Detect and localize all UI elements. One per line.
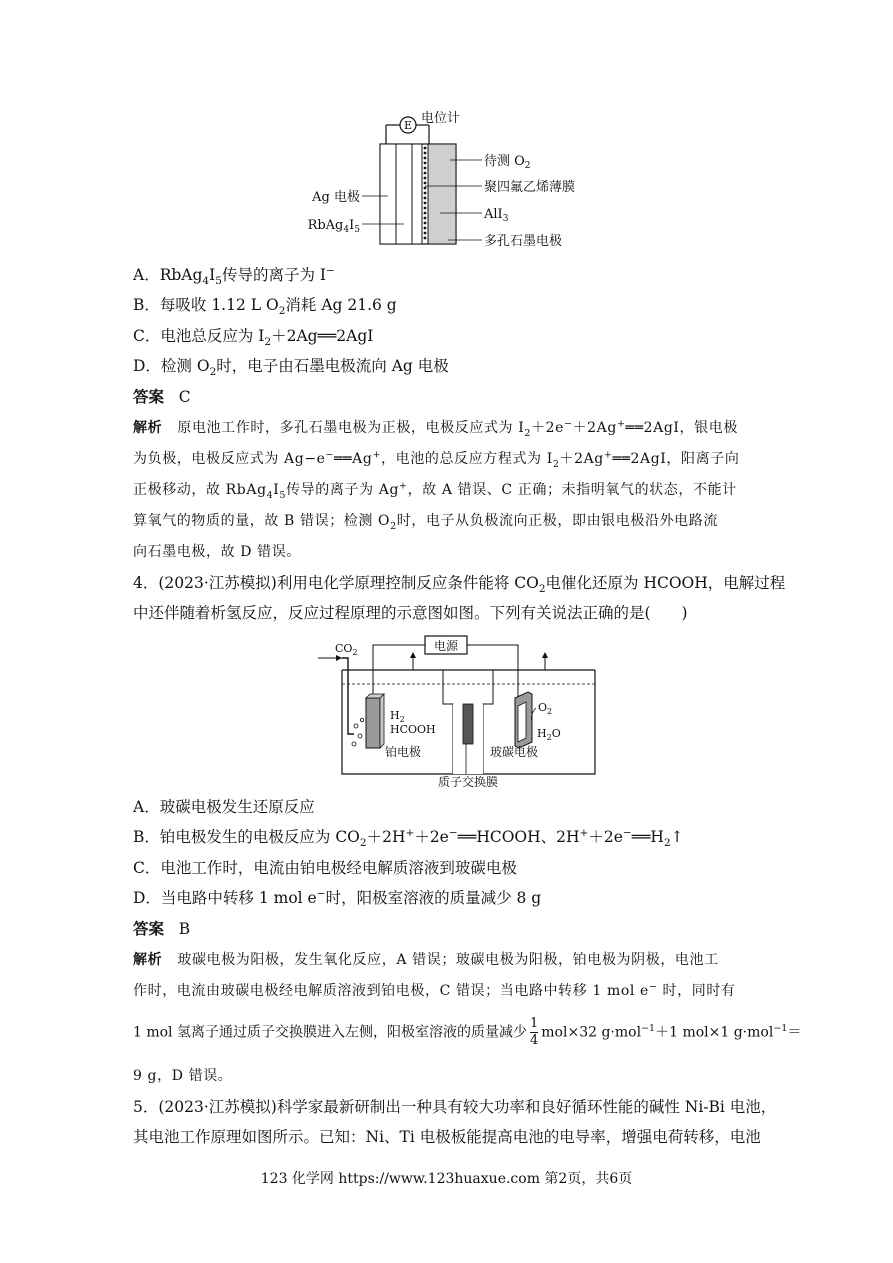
q4-explanation-line-2: 作时，电流由玻碳电极经电解质溶液到铂电极，C 错误；当电路中转移 1 mol e− 时，同时有 — [133, 981, 736, 999]
label-ptfe: 聚四氟乙烯薄膜 — [484, 180, 576, 195]
label-pt-electrode: 铂电极 — [385, 745, 422, 759]
q4-option-c: C．电池工作时，电流由铂电极经电解质溶液到玻碳电极 — [133, 859, 517, 877]
q4-option-a: A．玻碳电极发生还原反应 — [133, 798, 315, 816]
label-membrane: 质子交换膜 — [437, 775, 499, 789]
q4-stem-line-1: 4．(2023·江苏模拟)利用电化学原理控制反应条件能将 $CO_2$电催化还原为 HCOOH，电解过程 — [133, 574, 786, 596]
label-ag-electrode: Ag 电极 — [312, 190, 360, 205]
q4-explanation-line-1: 解析 玻碳电极为阳极，发生氧化反应，A 错误；玻碳电极为阳极，铂电极为阴极，电池工 — [133, 952, 719, 968]
q5-stem-line-1: 5．(2023·江苏模拟)科学家最新研制出一种具有较大功率和良好循环性能的碱性 Ni-Bi 电池， — [133, 1098, 777, 1116]
q4-option-d: D．当电路中转移 1 mol e−时，阳极室溶液的质量减少 8 g — [133, 887, 542, 907]
label-gc-electrode: 玻碳电极 — [490, 745, 539, 759]
label-hcooh: HCOOH — [390, 723, 436, 736]
q3-option-d: D．检测 $O_2$时，电子由石墨电极流向 Ag 电极 — [133, 357, 449, 379]
label-rbag4i5: $RbAg_4I_5$ — [307, 218, 360, 235]
label-o2: 待测 $O_2$ — [484, 154, 531, 171]
q4-stem-line-2: 中还伴随着析氢反应，反应过程原理的示意图如图。下列有关说法正确的是( ) — [133, 604, 688, 622]
q3-explanation-line-3: 正极移动，故 $RbAg_4I_5$传导的离子为 Ag+，故 A 错误、C 正确；未指明氧气的状态，不能计 — [133, 480, 737, 501]
fraction-one-quarter: $\frac{1}{4}$ — [530, 1016, 539, 1048]
label-graphite: 多孔石墨电极 — [484, 234, 563, 249]
q3-option-c: C．电池总反应为 $I_2+2Ag══2AgI$ — [133, 327, 374, 349]
label-ali3: AlI$_3$ — [484, 207, 509, 224]
bubbles-icon — [352, 718, 364, 746]
q3-option-b: B．每吸收 1.12 L $O_2$消耗 Ag 21.6 g — [133, 296, 397, 318]
q4-option-b: B．铂电极发生的电极反应为 $CO_2+2H^++2e^-══HCOOH$、$2H^++2e^-══H_2↑$ — [133, 826, 684, 850]
figure-o2-sensor — [300, 108, 600, 258]
q3-option-a: A．$RbAg_4I_5$传导的离子为 I− — [133, 264, 335, 288]
q4-explanation-line-4: 9 g，D 错误。 — [133, 1068, 233, 1084]
meter-label: 电位计 — [421, 111, 461, 126]
q4-explanation-line-3: 1 mol 氢离子通过质子交换膜进入左侧，阳极室溶液的质量减少 $\frac{1}{4}$ mol×32 g·mol$^{-1}$＋1 mol×1 g·mol$^{-1}$＝ — [133, 1016, 802, 1048]
q3-explanation-line-5: 向石墨电极，故 D 错误。 — [133, 544, 301, 560]
label-h2: $H_2$ — [390, 709, 405, 724]
q3-explanation-line-2: 为负极，电极反应式为 Ag−e−══Ag+，电池的总反应方程式为 $I_2+2Ag^+══2AgI$，阳离子向 — [133, 449, 740, 470]
label-power: 电源 — [433, 639, 459, 653]
meter-symbol: E — [403, 119, 413, 132]
q3-answer: 答案 C — [133, 387, 191, 406]
q3-explanation-line-1: 解析 原电池工作时，多孔石墨电极为正极，电极反应式为 $I_2+2e^-+2Ag^+══2AgI$，银电极 — [133, 418, 738, 439]
label-co2: $CO_2$ — [335, 642, 358, 657]
q4-answer: 答案 B — [133, 919, 191, 938]
q5-stem-line-2: 其电池工作原理如图所示。已知：Ni、Ti 电极板能提高电池的电导率，增强电荷转移，电池 — [133, 1128, 761, 1146]
figure-electrolysis-cell — [318, 634, 618, 790]
q3-explanation-line-4: 算氧气的物质的量，故 B 错误；检测 $O_2$时，电子从负极流向正极，即由银电极沿外电路流 — [133, 513, 718, 532]
label-h2o: $H_2O$ — [537, 727, 561, 742]
label-o2-product: $O_2$ — [538, 701, 553, 716]
page-footer: 123 化学网 https://www.123huaxue.com 第2页，共6页 — [260, 1171, 633, 1187]
